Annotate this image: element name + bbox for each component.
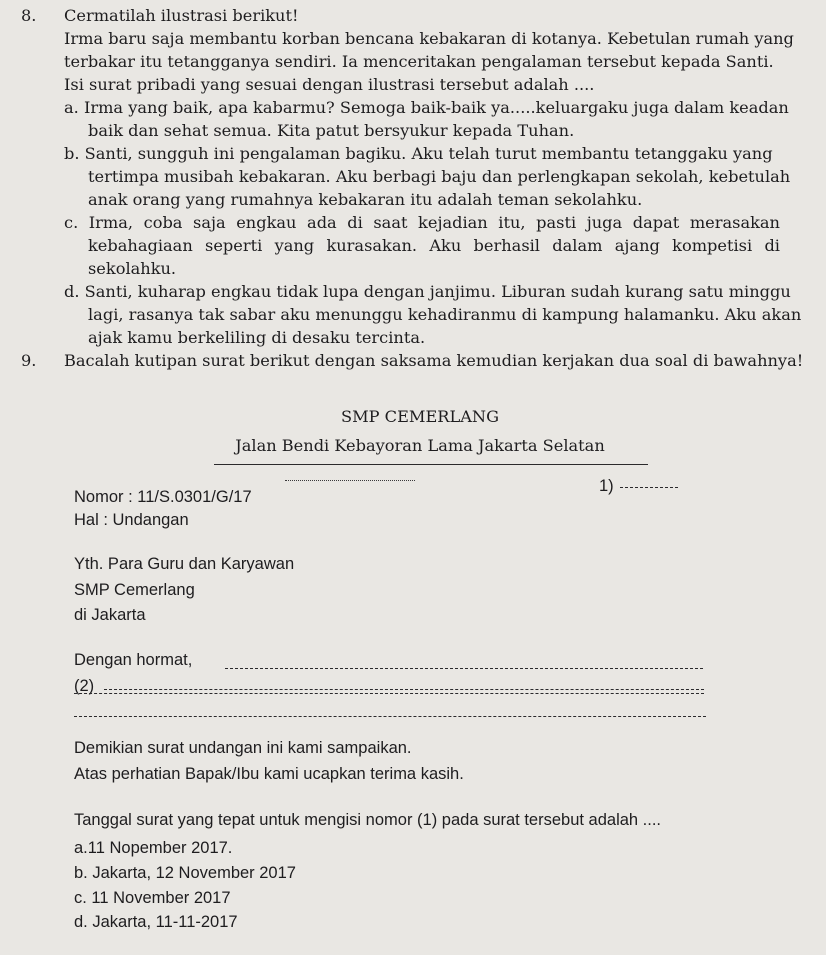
letter-school-name: SMP CEMERLANG <box>340 407 500 426</box>
q8-intro: Cermatilah ilustrasi berikut! <box>64 6 299 25</box>
q8-option-a-line2: baik dan sehat semua. Kita patut bersyukur kepada Tuhan. <box>88 121 575 140</box>
q9-option-c: c. 11 November 2017 <box>74 889 231 907</box>
q8-option-b-line1: b. Santi, sungguh ini pengalaman bagiku. Aku telah turut membantu tetanggaku yang <box>64 144 773 163</box>
q9-question: Tanggal surat yang tepat untuk mengisi nomor (1) pada surat tersebut adalah .... <box>74 811 662 829</box>
date-blank-line <box>620 487 678 488</box>
q8-question: Isi surat pribadi yang sesuai dengan ilustrasi tersebut adalah .... <box>64 75 595 94</box>
blank-2-line1 <box>104 689 704 690</box>
q9-option-a: a.11 Nopember 2017. <box>74 839 233 857</box>
greeting-blank-line <box>225 668 703 669</box>
date-blank-label: 1) <box>599 477 614 495</box>
letter-recipient-line2: SMP Cemerlang <box>74 581 195 599</box>
q8-illustration-line1: Irma baru saja membantu korban bencana kebakaran di kotanya. Kebetulan rumah yang <box>64 29 794 48</box>
q9-instruction: Bacalah kutipan surat berikut dengan saksama kemudian kerjakan dua soal di bawahnya! <box>64 351 804 370</box>
letter-school-address: Jalan Bendi Kebayoran Lama Jakarta Selatan <box>235 436 605 455</box>
letter-nomor: Nomor : 11/S.0301/G/17 <box>74 488 252 506</box>
q9-number: 9. <box>21 351 37 370</box>
q8-option-d-line2: lagi, rasanya tak sabar aku menunggu kehadiranmu di kampung halamanku. Aku akan <box>88 305 802 324</box>
letter-closing-line1: Demikian surat undangan ini kami sampaikan. <box>74 739 412 757</box>
q8-option-c-line2: kebahagiaan seperti yang kurasakan. Aku berhasil dalam ajang kompetisi di <box>88 236 780 255</box>
letter-hal: Hal : Undangan <box>74 511 189 529</box>
q8-option-d-line3: ajak kamu berkeliling di desaku tercinta. <box>88 328 426 347</box>
q9-option-d: d. Jakarta, 11-11-2017 <box>74 913 238 931</box>
letter-blank-2-label: (2) <box>74 677 95 695</box>
q8-number: 8. <box>21 6 37 25</box>
q8-option-b-line3: anak orang yang rumahnya kebakaran itu adalah teman sekolahku. <box>88 190 643 209</box>
letter-recipient-line3: di Jakarta <box>74 606 146 624</box>
letterhead-divider <box>214 464 648 465</box>
q8-option-c-line1: c. Irma, coba saja engkau ada di saat kejadian itu, pasti juga dapat merasakan <box>64 213 780 232</box>
q9-option-b: b. Jakarta, 12 November 2017 <box>74 864 296 882</box>
blank-2-line3 <box>74 716 706 717</box>
letter-closing-line2: Atas perhatian Bapak/Ibu kami ucapkan terima kasih. <box>74 765 464 783</box>
letter-recipient-line1: Yth. Para Guru dan Karyawan <box>74 555 295 573</box>
q8-option-a-line1: a. Irma yang baik, apa kabarmu? Semoga baik-baik ya.....keluargaku juga dalam keadan <box>64 98 789 117</box>
nomor-dotted-line <box>285 480 415 481</box>
q8-option-b-line2: tertimpa musibah kebakaran. Aku berbagi baju dan perlengkapan sekolah, kebetulah <box>88 167 791 186</box>
q8-option-c-line3: sekolahku. <box>88 259 177 278</box>
blank-2-line2 <box>74 693 704 694</box>
q8-illustration-line2: terbakar itu tetangganya sendiri. Ia menceritakan pengalaman tersebut kepada Santi. <box>64 52 774 71</box>
q8-option-d-line1: d. Santi, kuharap engkau tidak lupa dengan janjimu. Liburan sudah kurang satu minggu <box>64 282 791 301</box>
letter-greeting: Dengan hormat, <box>74 651 193 669</box>
